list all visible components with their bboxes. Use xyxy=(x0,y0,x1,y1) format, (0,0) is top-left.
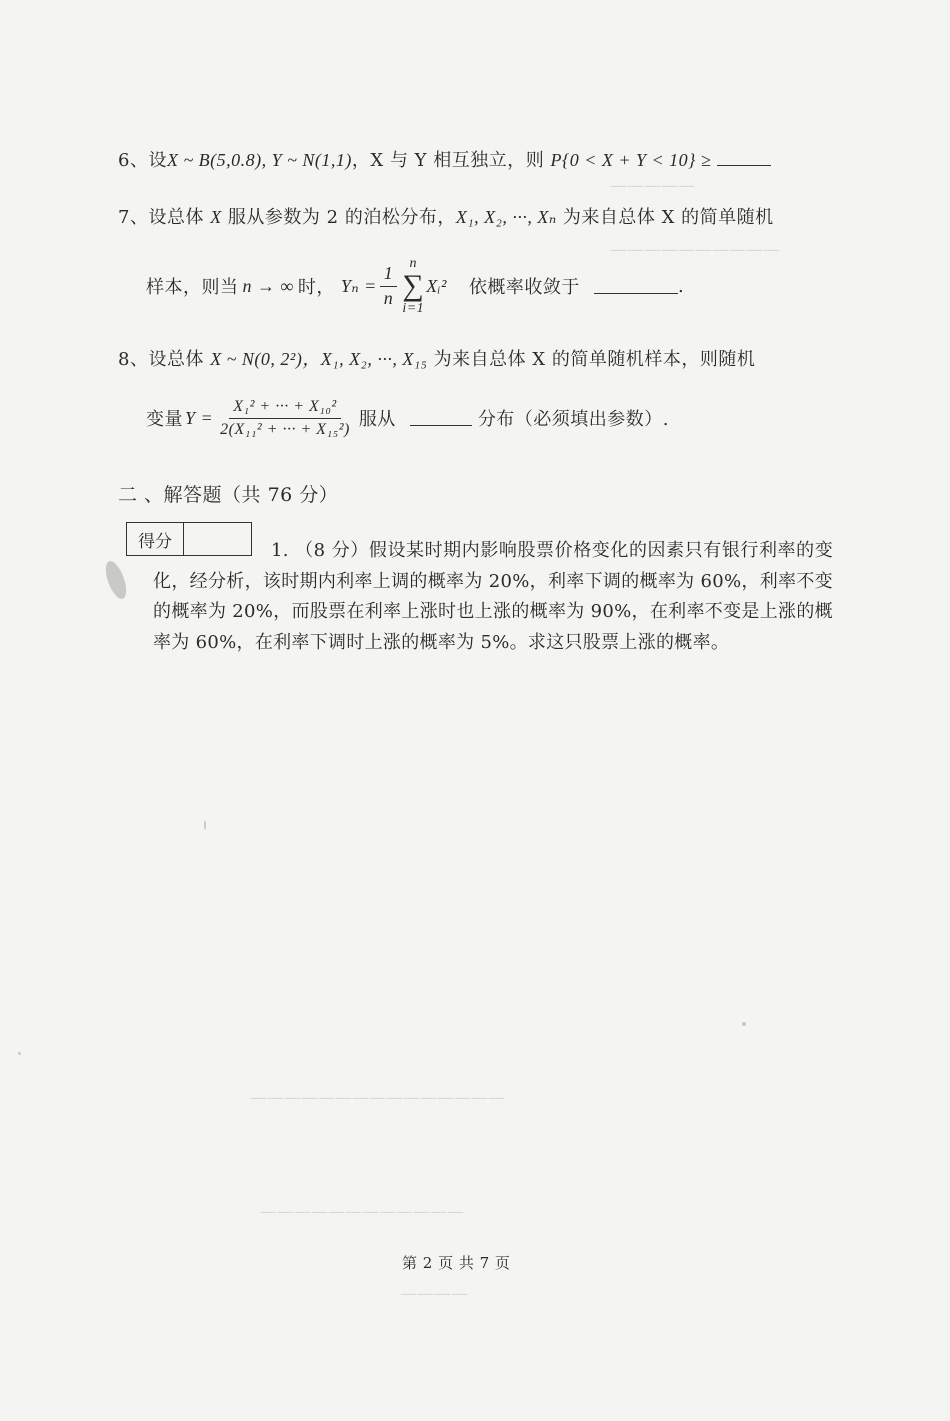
bleed-through-text: ———————————— xyxy=(260,1202,464,1222)
problem-1 xyxy=(153,536,833,658)
question-8-line-1 xyxy=(118,345,755,371)
section-2-title: 二 、解答题（共 76 分） xyxy=(118,484,339,506)
q7-frac-denominator: n xyxy=(383,287,394,308)
question-7-line-1 xyxy=(118,203,774,229)
q7-variable: X xyxy=(210,207,222,227)
q7-suffix: 为来自总体 X 的简单随机 xyxy=(562,207,774,228)
q6-prefix: 6、设 xyxy=(118,150,167,171)
scan-speck xyxy=(18,1052,21,1055)
q6-probability: P{0 < X + Y < 10} ≥ xyxy=(550,150,712,170)
q7-frac-numerator: 1 xyxy=(380,264,398,287)
bleed-through-text: ————— xyxy=(610,176,695,196)
question-8-line-2 xyxy=(146,398,669,438)
bleed-through-text: ——————————————— xyxy=(250,1088,505,1108)
q8-distribution: X ~ N(0, 2²) xyxy=(210,349,303,369)
q7-end: . xyxy=(677,275,685,297)
scan-speck xyxy=(204,820,206,830)
q8-line2-prefix: 变量 xyxy=(146,409,183,431)
q7-sum-lower: i=1 xyxy=(402,300,425,316)
q8-fraction xyxy=(216,398,354,438)
q7-limit: n → ∞ xyxy=(242,275,294,296)
q8-frac-denominator: 2(X₁₁² + ··· + X₁₅²) xyxy=(220,420,350,438)
q7-yn: Yₙ = xyxy=(340,275,377,296)
page-footer: 第 2 页 共 7 页 xyxy=(402,1254,511,1272)
q8-line2-suffix: 分布（必须填出参数）. xyxy=(477,409,670,431)
q7-sample: X₁, X₂, ···, Xₙ xyxy=(455,207,557,227)
q6-independence: ，X 与 Y 相互独立，则 xyxy=(351,150,545,171)
scan-smudge xyxy=(102,558,131,601)
scan-speck xyxy=(742,1022,746,1026)
q7-prefix: 7、设总体 xyxy=(118,207,204,228)
problem-1-number: 1. xyxy=(271,540,289,561)
q8-answer-blank[interactable] xyxy=(410,411,472,426)
q8-line2-mid: 服从 xyxy=(358,409,396,431)
q7-line2-mid: 时， xyxy=(297,277,335,299)
q8-frac-numerator: X₁² + ··· + X₁₀² xyxy=(229,398,340,419)
q7-poisson: 服从参数为 2 的泊松分布， xyxy=(227,207,456,228)
q7-sum-upper: n xyxy=(409,256,417,271)
bleed-through-text: ———— xyxy=(400,1284,468,1304)
problem-1-text: （8 分）假设某时期内影响股票价格变化的因素只有银行利率的变化，经分析，该时期内利率上调的概率为 20%，利率下调的概率为 60%，利率不变的概率为 20%，而股票在利率上涨时也上涨的概率为 90%，在利率不变是上涨的概率为 60%，在利率下调时上涨的概率为 5%。求这只股票上涨的概率。 xyxy=(153,540,834,653)
q8-y: Y = xyxy=(185,407,214,428)
q7-sum-term: Xᵢ² xyxy=(426,275,447,296)
q7-line2-suffix: 依概率收敛于 xyxy=(468,277,580,299)
bleed-through-text: —————————— xyxy=(610,240,780,260)
q7-line2-prefix: 样本，则当 xyxy=(146,277,239,299)
question-7-line-2 xyxy=(146,256,684,317)
q8-suffix: 为来自总体 X 的简单随机样本，则随机 xyxy=(433,349,756,370)
q7-summation xyxy=(402,256,424,317)
q8-prefix: 8、设总体 xyxy=(118,349,204,370)
q6-distributions: X ~ B(5,0.8), Y ~ N(1,1) xyxy=(166,150,352,170)
sigma-icon: ∑ xyxy=(402,269,425,302)
q7-answer-blank[interactable] xyxy=(594,279,678,294)
q8-sample: ，X₁, X₂, ···, X₁₅ xyxy=(302,349,428,369)
q7-fraction xyxy=(380,264,398,309)
question-6 xyxy=(118,146,771,172)
score-label: 得分 xyxy=(127,523,184,555)
q6-answer-blank[interactable] xyxy=(717,151,771,166)
